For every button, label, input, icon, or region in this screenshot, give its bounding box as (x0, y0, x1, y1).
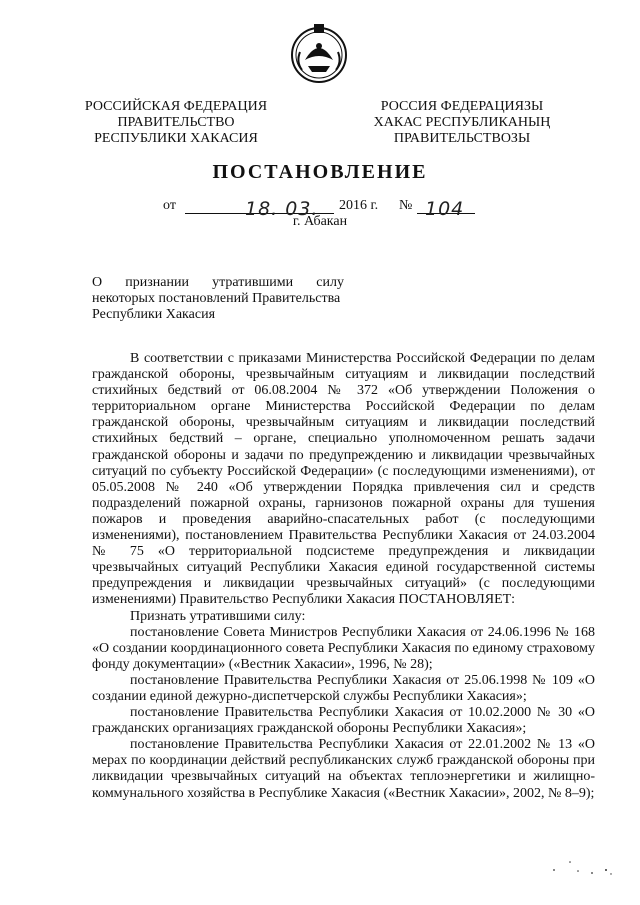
header-left-line: ПРАВИТЕЛЬСТВО (117, 115, 235, 130)
body-paragraph: постановление Правительства Республики Хакасия от 22.01.2002 № 13 «О мерах по координации действий республиканских служб гражданской обороны при ликвидации чрезвычайных ситуаций на объектах теплоэнергетики и жилищно-коммунального хозяйства в Республике Хакасия («Вестник Хакасии», 2002, № 8–9); (92, 737, 595, 801)
body-paragraph: постановление Правительства Республики Хакасия от 10.02.2000 № 30 «О гражданских организациях гражданской обороны Республики Хакасия»; (92, 705, 595, 737)
handwritten-date: 18. 03. (245, 198, 319, 220)
city-name: г. Абакан (292, 214, 348, 229)
header-left-line: РЕСПУБЛИКИ ХАКАСИЯ (94, 131, 258, 146)
header-left-line: РОССИЙСКАЯ ФЕДЕРАЦИЯ (84, 99, 268, 114)
body-paragraph: Признать утратившими силу: (130, 608, 306, 624)
number-sign: № (399, 198, 413, 213)
header-left-block (84, 99, 268, 147)
header-right-line: РОССИЯ ФЕДЕРАЦИЯЗЫ (380, 99, 544, 114)
subject-line: Республики Хакасия (92, 307, 216, 322)
date-year: 2016 г. (339, 198, 379, 213)
scan-specks (548, 858, 618, 878)
body-paragraph: В соответствии с приказами Министерства Российской Федерации по делам гражданской обороны, чрезвычайным ситуациям и ликвидации последствий стихийных бедствий от 06.08.2004 № 372 «Об утверждении Положения о территориальном органе Министерства Российской Федерации по делам гражданской обороны, чрезвычайным ситуациям и ликвидации последствий стихийных бедствий – органе, специально уполномоченном решать задачи гражданской обороны и задачи по предупреждению и ликвидации чрезвычайных ситуаций по субъекту Российской Федерации» (с последующими изменениями), от 05.05.2008 № 240 «Об утверждении Порядка привлечения сил и средств подразделений пожарной охраны, гарнизонов пожарной охраны для тушения пожаров и проведения аварийно-спасательных работ (с последующими изменениями), постановлением Правительства Республики Хакасия от 24.03.2004 № 75 «О территориальной подсистеме предупреждения и ликвидации чрезвычайных ситуаций Республики Хакасия единой государственной системы предупреждения и ликвидации чрезвычайных ситуаций» (с последующими изменениями) Правительство Республики Хакасия ПОСТАНОВЛЯЕТ: (92, 351, 595, 608)
handwritten-number: 104 (425, 198, 465, 220)
header-right-block (370, 99, 554, 147)
document-subject (92, 275, 344, 323)
subject-line: некоторых постановлений Правительства (92, 291, 341, 306)
subject-line: О признании утратившими силу (92, 275, 344, 290)
body-paragraph: постановление Совета Министров Республики Хакасия от 24.06.1996 № 168 «О создании координационного совета Республики Хакасия по единому страховому фонду документации» («Вестник Хакасии», 1996, № 28); (92, 624, 595, 672)
date-prefix: от (163, 198, 176, 213)
document-title: ПОСТАНОВЛЕНИЕ (212, 161, 428, 183)
coat-of-arms-emblem-icon (288, 22, 350, 84)
header-right-line: ПРАВИТЕЛЬСТВОЗЫ (393, 131, 531, 146)
document-body (92, 351, 595, 802)
body-paragraph: постановление Правительства Республики Хакасия от 25.06.1998 № 109 «О создании единой дежурно-диспетчерской службы Республики Хакасия»; (92, 672, 595, 704)
header-right-line: ХАКАС РЕСПУБЛИКАНЫҢ (373, 115, 551, 130)
